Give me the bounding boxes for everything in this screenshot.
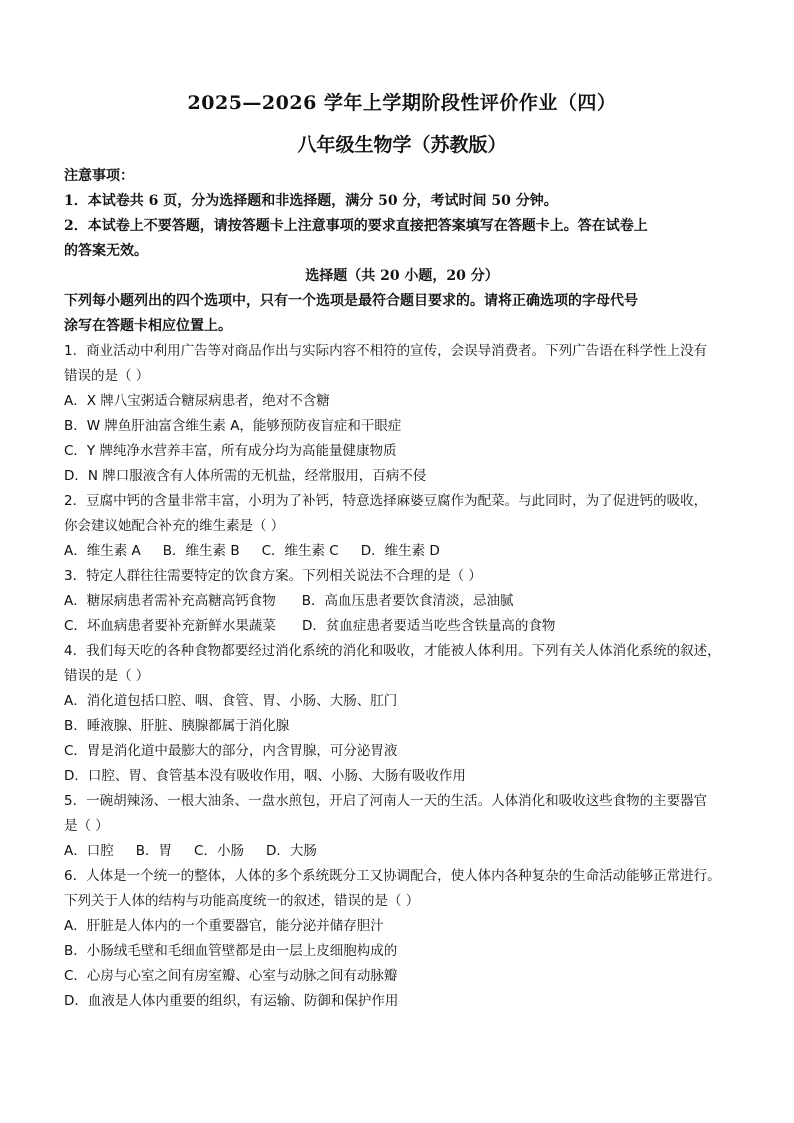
option-row [64, 839, 740, 864]
option-row [64, 739, 740, 764]
option-row [64, 464, 740, 489]
option-d: D．血液是人体内重要的组织，有运输、防御和保护作用 [64, 993, 399, 1009]
option-b: B．维生素 B [162, 543, 240, 559]
option-d: D．N 牌口服液含有人体所需的无机盐，经常服用，百病不侵 [64, 468, 427, 484]
question-stem-line: 你会建议她配合补充的维生素是（ ） [64, 518, 285, 534]
option-d: D．口腔、胃、食管基本没有吸收作用，咽、小肠、大肠有吸收作用 [64, 768, 466, 784]
option-b: B．小肠绒毛壁和毛细血管壁都是由一层上皮细胞构成的 [64, 943, 398, 959]
option-row [64, 589, 740, 614]
option-c: C．维生素 C [261, 543, 339, 559]
option-d: D．维生素 D [360, 543, 440, 559]
question-stem-line: 4．我们每天吃的各种食物都要经过消化系统的消化和吸收，才能被人体利用。下列有关人体消化系统的叙述， [64, 643, 721, 659]
option-a: A．维生素 A [64, 543, 141, 559]
option-c: C．心房与心室之间有房室瓣、心室与动脉之间有动脉瓣 [64, 968, 398, 984]
option-row [64, 689, 740, 714]
option-b: B．睡液腺、肝脏、胰腺都属于消化腺 [64, 718, 290, 734]
option-a: A．X 牌八宝粥适合糖尿病患者，绝对不含糖 [64, 393, 330, 409]
question-2 [64, 489, 740, 564]
option-row [64, 764, 740, 789]
question-5 [64, 789, 740, 864]
exam-title: 2025—2026 学年上学期阶段性评价作业（四） [187, 92, 617, 114]
question-3 [64, 564, 740, 639]
option-d: D．贫血症患者要适当吃些含铁量高的食物 [301, 618, 556, 634]
option-a: A．肝脏是人体内的一个重要器官，能分泌并储存胆汁 [64, 918, 384, 934]
question-stem-line: 下列关于人体的结构与功能高度统一的叙述，错误的是（ ） [64, 893, 420, 909]
option-c: C．小肠 [194, 843, 244, 859]
exam-subtitle: 八年级生物学（苏教版） [297, 134, 507, 156]
option-row [64, 614, 740, 639]
option-row [64, 964, 740, 989]
option-a: A．糖尿病患者需补充高糖高钙食物 [64, 593, 276, 609]
option-c: C．胃是消化道中最膨大的部分，内含胃腺，可分泌胃液 [64, 743, 398, 759]
question-6 [64, 864, 740, 1014]
question-stem-line: 6．人体是一个统一的整体，人体的多个系统既分工又协调配合，使人体内各种复杂的生命活动能够正常进行。 [64, 868, 721, 884]
option-c: C．坏血病患者要补充新鲜水果蔬菜 [64, 618, 276, 634]
notice-item-2-line-2: 的答案无效。 [64, 243, 148, 259]
option-row [64, 714, 740, 739]
notice-heading: 注意事项： [64, 168, 134, 184]
option-row [64, 539, 740, 564]
question-1 [64, 339, 740, 489]
section-header: 选择题（共 20 小题，20 分） [305, 268, 499, 284]
option-a: A．消化道包括口腔、咽、食管、胃、小肠、大肠、肛门 [64, 693, 398, 709]
option-c: C．Y 牌纯净水营养丰富，所有成分均为高能量健康物质 [64, 443, 397, 459]
question-stem-line: 1．商业活动中利用广告等对商品作出与实际内容不相符的宣传，会误导消费者。下列广告语在科学性上没有 [64, 343, 708, 359]
option-row [64, 414, 740, 439]
question-stem-line: 2．豆腐中钙的含量非常丰富，小玥为了补钙，特意选择麻婆豆腐作为配菜。与此同时，为了促进钙的吸收， [64, 493, 708, 509]
option-row [64, 939, 740, 964]
option-row [64, 439, 740, 464]
section-instruction-line-1: 下列每小题列出的四个选项中，只有一个选项是最符合题目要求的。请将正确选项的字母代号 [64, 293, 638, 309]
question-4 [64, 639, 740, 789]
question-stem-line: 3．特定人群往往需要特定的饮食方案。下列相关说法不合理的是（ ） [64, 568, 482, 584]
option-row [64, 389, 740, 414]
question-stem-line: 是（ ） [64, 818, 109, 834]
option-row [64, 989, 740, 1014]
option-a: A．口腔 [64, 843, 114, 859]
option-b: B．高血压患者要饮食清淡，忌油腻 [301, 593, 514, 609]
option-b: B．W 牌鱼肝油富含维生素 A，能够预防夜盲症和干眼症 [64, 418, 402, 434]
question-stem-line: 错误的是（ ） [64, 368, 150, 384]
option-row [64, 914, 740, 939]
notice-item-2-line-1: 2．本试卷上不要答题，请按答题卡上注意事项的要求直接把答案填写在答题卡上。答在试卷上 [64, 218, 648, 234]
question-stem-line: 5．一碗胡辣汤、一根大油条、一盘水煎包，开启了河南人一天的生活。人体消化和吸收这些食物的主要器官 [64, 793, 708, 809]
notice-block [64, 164, 740, 264]
question-stem-line: 错误的是（ ） [64, 668, 150, 684]
option-b: B．胃 [135, 843, 173, 859]
notice-item-1: 1．本试卷共 6 页，分为选择题和非选择题，满分 50 分，考试时间 50 分钟。 [64, 193, 558, 209]
option-d: D．大肠 [265, 843, 317, 859]
section-instruction-line-2: 涂写在答题卡相应位置上。 [64, 318, 232, 334]
